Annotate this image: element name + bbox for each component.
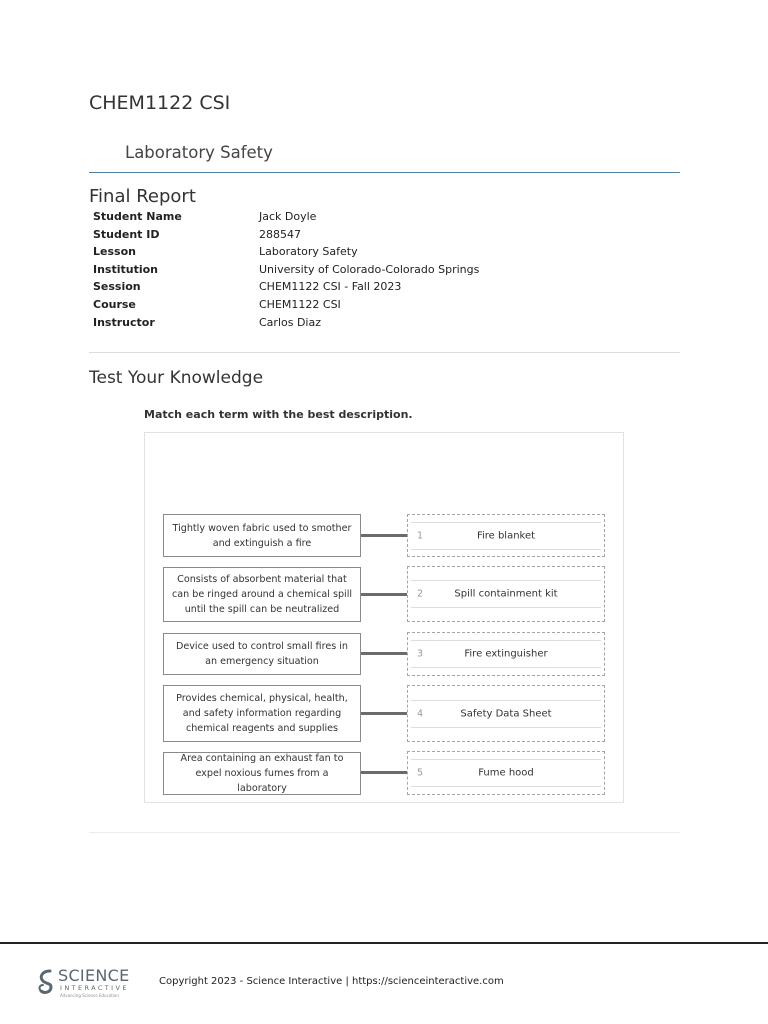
title-divider [89, 172, 680, 173]
match-connector [361, 652, 408, 655]
description-box: Device used to control small fires in an emergency situation [163, 633, 361, 675]
report-title: Final Report [89, 186, 196, 207]
description-box: Area containing an exhaust fan to expel noxious fumes from a laboratory [163, 752, 361, 795]
section-title: Test Your Knowledge [89, 368, 264, 388]
science-interactive-logo [36, 966, 136, 1002]
info-label: Institution [93, 262, 159, 276]
info-value: 288547 [259, 227, 301, 241]
info-label: Session [93, 280, 141, 294]
term-number: 2 [417, 588, 424, 600]
info-value: University of Colorado-Colorado Springs [259, 262, 480, 276]
content-end-divider [89, 832, 680, 833]
swirl-logo-icon [36, 968, 56, 996]
info-value: Carlos Diaz [259, 315, 321, 329]
drop-slot[interactable] [407, 514, 605, 557]
footer-divider [0, 942, 768, 944]
drop-slot[interactable] [407, 566, 605, 622]
term-chip[interactable] [411, 522, 601, 550]
drop-slot[interactable] [407, 632, 605, 676]
info-label: Lesson [93, 245, 136, 259]
term-chip[interactable] [411, 640, 601, 668]
match-connector [361, 771, 408, 774]
info-label: Instructor [93, 315, 155, 329]
description-box: Tightly woven fabric used to smother and extinguish a fire [163, 514, 361, 557]
logo-wordmark: SCIENCE [58, 966, 130, 985]
info-value: CHEM1122 CSI [259, 297, 341, 311]
info-value: Jack Doyle [259, 210, 317, 223]
description-box: Consists of absorbent material that can be ringed around a chemical spill until the spill can be neutralized [163, 567, 361, 622]
logo-tagline: Advancing Science Education [60, 993, 119, 998]
info-value: Laboratory Safety [259, 245, 358, 259]
course-title: CHEM1122 CSI [89, 92, 231, 114]
copyright-text: Copyright 2023 - Science Interactive | https://scienceinteractive.com [159, 976, 504, 987]
drop-slot[interactable] [407, 751, 605, 795]
term-label: Fire blanket [476, 530, 536, 542]
quiz-instructions: Match each term with the best description. [144, 408, 413, 421]
term-number: 5 [417, 767, 424, 779]
term-label: Fume hood [478, 767, 534, 779]
term-label: Spill containment kit [454, 588, 558, 600]
description-box: Provides chemical, physical, health, and safety information regarding chemical reagents and supplies [163, 685, 361, 742]
term-label: Safety Data Sheet [460, 708, 552, 720]
drop-slot[interactable] [407, 685, 605, 742]
lesson-title: Laboratory Safety [125, 143, 273, 162]
info-label: Course [93, 297, 136, 311]
term-label: Fire extinguisher [464, 648, 548, 660]
term-number: 3 [417, 648, 424, 660]
section-divider [89, 352, 680, 353]
term-number: 4 [417, 708, 424, 720]
info-value: CHEM1122 CSI - Fall 2023 [259, 280, 402, 294]
match-connector [361, 712, 408, 715]
logo-subword: INTERACTIVE [60, 984, 129, 992]
term-chip[interactable] [411, 759, 601, 787]
info-label: Student Name [93, 210, 182, 223]
match-connector [361, 534, 408, 537]
info-label: Student ID [93, 227, 160, 241]
term-chip[interactable] [411, 580, 601, 608]
term-chip[interactable] [411, 700, 601, 728]
match-connector [361, 593, 408, 596]
term-number: 1 [417, 530, 424, 542]
